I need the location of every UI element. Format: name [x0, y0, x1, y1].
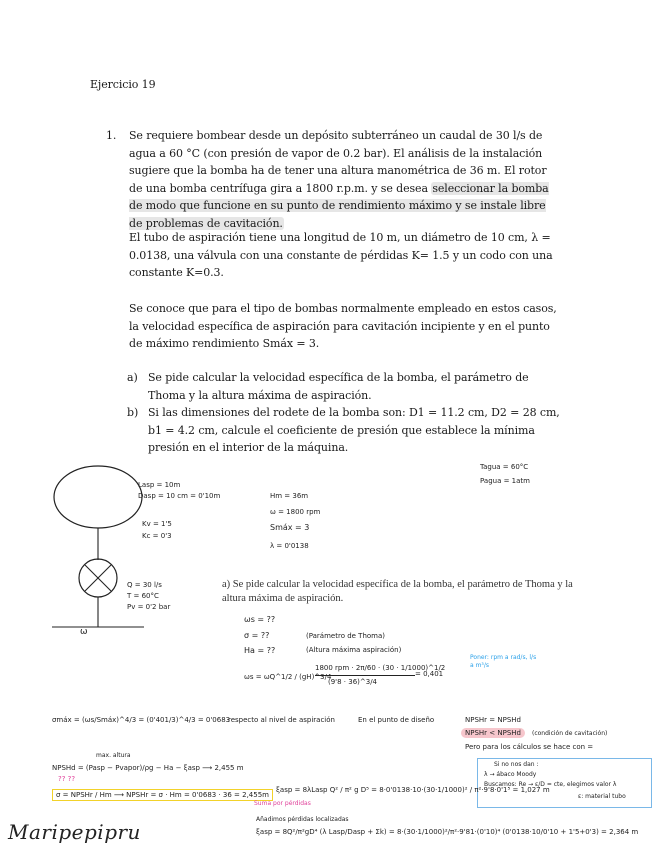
note-p-water: Pagua = 1atm — [480, 477, 530, 485]
eq-sigma-max: σmáx = (ωs/Smáx)^4/3 = (0'401/3)^4/3 = 0'0683 — [52, 716, 231, 724]
tank-ellipse — [54, 466, 142, 528]
note-hm: Hm = 36m — [270, 492, 309, 500]
unknown-ha: Ha = ?? — [244, 646, 276, 655]
question-a-label: a) — [127, 371, 138, 384]
npsh-inequality: NPSHr < NPSHd — [461, 728, 525, 738]
eq-ws-numerator: 1800 rpm · 2π/60 · (30 · 1/1000)^1/2 — [315, 664, 446, 672]
info-box-title: Si no nos dan : — [494, 761, 539, 768]
eq-ws-denominator: (9'8 · 36)^3/4 — [328, 678, 378, 686]
problem-paragraph-3: Se conoce que para el tipo de bombas normalmente empleado en estos casos, la velocidad específica de aspiración para cavitación incipiente y en el punto de máximo rendimiento Smáx = 3. — [129, 302, 557, 350]
eq-xi-asp-local: ξasp = 8Q²/π²gD⁴ (λ Lasp/Dasp + Σk) = 8·(30·1/1000)²/π²·9'81·(0'10)⁴ (0'0138·10/0'10 + 1'5+0'3) = 2,364 m — [256, 828, 639, 836]
side-note-units: Poner: rpm a rad/s, l/s a m³/s — [470, 654, 537, 669]
problem-paragraph-2: El tubo de aspiración tiene una longitud de 10 m, un diámetro de 10 cm, λ = 0.0138, una válvula con una constante de pérdidas K= 1.5 y un codo con una constante K=0.3. — [129, 231, 553, 279]
cavitation-note: (condición de cavitación) — [532, 730, 608, 737]
note-l-asp: Lasp = 10m — [138, 481, 181, 489]
note-kv: Kv = 1'5 — [142, 520, 172, 528]
pump-omega: ω — [80, 627, 88, 637]
eq-xi-asp: ξasp = 8λLasp Q² / π² g D⁵ = 8·0'0138·10·(30·1/1000)² / π²·9'8·0'1⁵ = 1,027 m — [276, 786, 550, 794]
problem-paragraph-1 — [129, 127, 559, 232]
signature-watermark: Maripepipru — [8, 820, 141, 844]
calc-note: Pero para los cálculos se hace con = — [465, 743, 594, 751]
unknown-ws: ωs = ?? — [244, 615, 276, 624]
problem-number: 1. — [106, 129, 117, 142]
info-box-line-2: Buscamos: Re → ε/D = cte, elegimos valor λ — [484, 781, 617, 788]
eq-npsh-available: NPSHd = (Pasp − Pvapor)/ρg − Ha − ξasp ⟶ 2,455 m — [52, 764, 244, 772]
note-q: Q = 30 l/s — [127, 581, 162, 589]
problem-p1-text: Se requiere bombear desde un depósito subterráneo un caudal de 30 l/s de agua a 60 °C (con presión de vapor de 0.2 bar). El análisis de la instalación sugiere que la bomba ha de tener una altura manométrica de 36 m. El rotor de una bomba centrífuga gira a 1800 r.p.m. y se desea — [129, 129, 547, 195]
local-losses-note: Añadimos pérdidas localizadas — [256, 816, 349, 823]
note-t-water: Tagua = 60°C — [480, 463, 529, 471]
eq-ws-fraction-bar — [315, 675, 415, 676]
note-d-asp: Dasp = 10 cm = 0'10m — [138, 492, 221, 500]
unknown-ha-note: (Altura máxima aspiración) — [306, 646, 402, 654]
eq-sigma-desc: respecto al nivel de aspiración — [228, 716, 335, 724]
note-lambda: λ = 0'0138 — [270, 542, 309, 550]
installation-sketch — [48, 462, 148, 642]
note-smax: Smáx = 3 — [270, 523, 310, 532]
npsh-question-marks: ?? ?? — [58, 775, 76, 783]
info-box — [477, 758, 652, 808]
typed-question-a: a) Se pide calcular la velocidad específica de la bomba, el parámetro de Thoma y la altura máxima de aspiración. — [222, 579, 573, 604]
note-t: T = 60°C — [127, 592, 159, 600]
design-point-note: En el punto de diseño — [358, 716, 435, 724]
note-kc: Kc = 0'3 — [142, 532, 172, 540]
info-box-line-3: ε: material tubo — [578, 793, 626, 800]
question-b-label: b) — [127, 406, 139, 419]
problem-p1-highlight: seleccionar la bomba de modo que funcione en su punto de rendimiento máximo y se instale libre de problemas de cavitación. — [129, 181, 549, 230]
page-title: Ejercicio 19 — [90, 78, 156, 91]
info-box-line-1: λ → ábaco Moody — [484, 771, 537, 778]
unknown-sigma-note: (Parámetro de Thoma) — [306, 632, 386, 640]
unknown-sigma: σ = ?? — [244, 631, 270, 640]
question-b-text: Si las dimensiones del rodete de la bomba son: D1 = 11.2 cm, D2 = 28 cm, b1 = 4.2 cm, calcule el coeficiente de presión que establece la mínima presión en el interior de la máquina. — [148, 406, 560, 454]
eq-ws-result: = 0,401 — [415, 670, 444, 678]
question-a-text: Se pide calcular la velocidad específica de la bomba, el parámetro de Thoma y la altura máxima de aspiración. — [148, 371, 529, 402]
eq-sigma-npshr: σ = NPSHr / Hm ⟶ NPSHr = σ · Hm = 0'0683 · 36 = 2,455m — [52, 789, 273, 801]
note-pv: Pv = 0'2 bar — [127, 603, 171, 611]
eq-ws-lhs: ωs = ωQ^1/2 / (gH)^3/4 — [244, 673, 332, 681]
note-w: ω = 1800 rpm — [270, 508, 321, 516]
sum-losses-note: Suma por pérdidas — [254, 800, 311, 807]
npsh-top-note: max. altura — [96, 752, 131, 759]
npsh-equality: NPSHr = NPSHd — [465, 716, 521, 724]
